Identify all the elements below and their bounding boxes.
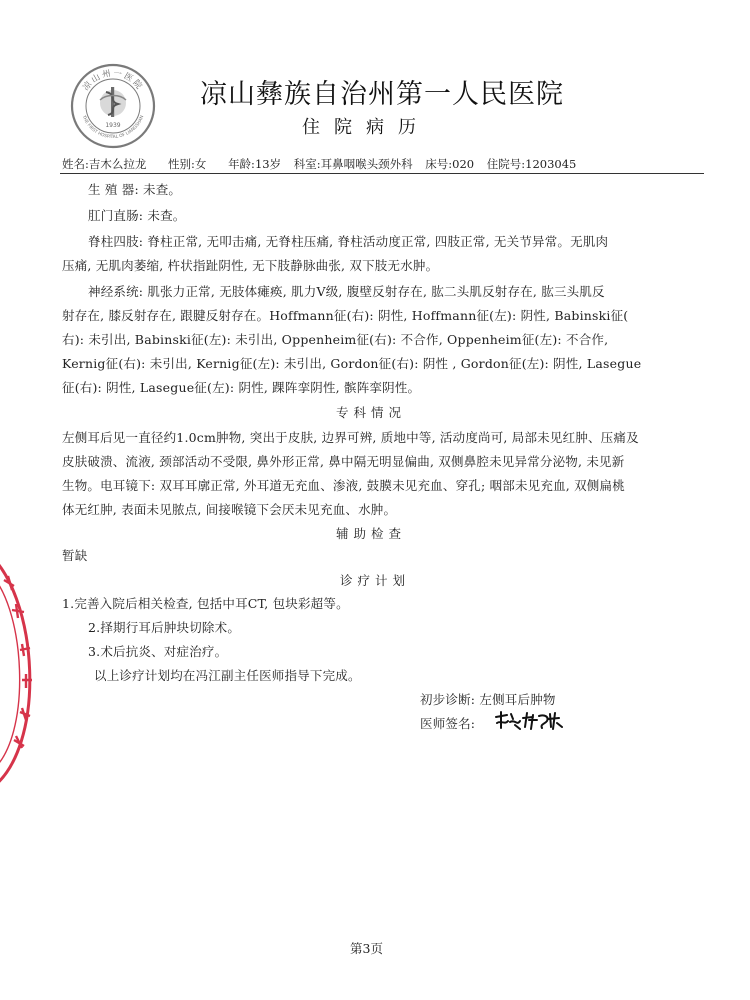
plan-item-3: 3.术后抗炎、对症治疗。 xyxy=(88,644,228,659)
patient-dept: 耳鼻咽喉头颈外科 xyxy=(320,157,413,171)
handwritten-signature-icon xyxy=(493,709,565,731)
specialty-line-2: 皮肤破溃、流液, 颈部活动不受限, 鼻外形正常, 鼻中隔无明显偏曲, 双侧鼻腔未见异常分泌物, 未见新 xyxy=(62,454,625,469)
plan-item-2: 2.择期行耳后肿块切除术。 xyxy=(88,620,241,635)
diagnosis-label: 初步诊断: xyxy=(420,692,476,707)
exam-neuro-5: 征(右): 阴性, Lasegue征(左): 阴性, 踝阵挛阴性, 髌阵挛阴性。 xyxy=(62,380,421,395)
logo-year: 1939 xyxy=(105,122,121,129)
document-type-title: 住院病历 xyxy=(302,117,430,138)
patient-name: 吉木么拉龙 xyxy=(88,157,147,171)
patient-admission-no: 1203045 xyxy=(525,157,577,171)
diagnosis-value: 左侧耳后肿物 xyxy=(479,692,556,707)
header-divider xyxy=(60,173,704,174)
plan-item-1: 1.完善入院后相关检查, 包括中耳CT, 包块彩超等。 xyxy=(62,596,349,611)
exam-neuro-4: Kernig征(右): 未引出, Kernig征(左): 未引出, Gordon征(右): 阴性 , Gordon征(左): 阴性, Lasegue xyxy=(62,356,642,371)
exam-spine-2: 压痛, 无肌肉萎缩, 杵状指趾阴性, 无下肢静脉曲张, 双下肢无水肿。 xyxy=(62,258,439,273)
exam-neuro-2: 射存在, 膝反射存在, 跟腱反射存在。Hoffmann征(右): 阴性, Hoffmann征(左): 阴性, Babinski征( xyxy=(62,308,629,323)
logo-text-top: 凉山州一医院 xyxy=(81,68,145,93)
exam-anus: 肛门直肠: 未查。 xyxy=(88,208,186,223)
specialty-line-3: 生物。电耳镜下: 双耳耳廓正常, 外耳道无充血、渗液, 鼓膜未见充血、穿孔; 咽部未见充血, 双侧扁桃 xyxy=(62,478,625,493)
admission-label: 住院号: xyxy=(486,157,526,171)
sex-label: 性别: xyxy=(168,157,195,171)
logo-text-bottom: THE FIRST HOSPITAL OF LIANGSHAN xyxy=(80,114,146,141)
red-stamp-icon xyxy=(0,540,54,800)
hospital-name: 凉山彝族自治州第一人民医院 xyxy=(200,79,564,110)
page-number: 第3页 xyxy=(350,941,383,956)
name-label: 姓名: xyxy=(62,157,89,171)
diagnosis xyxy=(420,690,556,708)
dept-label: 科室: xyxy=(293,157,321,171)
bed-label: 床号: xyxy=(425,157,453,171)
specialty-line-1: 左侧耳后见一直径约1.0cm肿物, 突出于皮肤, 边界可辨, 质地中等, 活动度尚可, 局部未见红肿、压痛及 xyxy=(62,430,639,445)
auxiliary-content: 暂缺 xyxy=(62,548,88,563)
exam-genitals: 生 殖 器: 未查。 xyxy=(88,182,182,197)
hospital-logo-icon xyxy=(70,63,156,149)
plan-supervisor-note: 以上诊疗计划均在冯江副主任医师指导下完成。 xyxy=(94,668,361,683)
patient-age: 13岁 xyxy=(254,157,282,171)
patient-info-bar xyxy=(62,156,576,172)
patient-bed: 020 xyxy=(452,157,475,171)
specialty-title: 专科情况 xyxy=(336,405,407,420)
plan-title: 诊疗计划 xyxy=(340,573,411,588)
patient-sex: 女 xyxy=(194,157,207,171)
age-label: 年龄: xyxy=(228,157,255,171)
exam-spine-1: 脊柱四肢: 脊柱正常, 无叩击痛, 无脊柱压痛, 脊柱活动度正常, 四肢正常, 无关节异常。无肌肉 xyxy=(88,234,609,249)
specialty-line-4: 体无红肿, 表面未见脓点, 间接喉镜下会厌未见充血、水肿。 xyxy=(62,502,397,517)
signature-label: 医师签名: xyxy=(420,716,476,731)
auxiliary-title: 辅助检查 xyxy=(336,526,407,541)
exam-neuro-3: 右): 未引出, Babinski征(左): 未引出, Oppenheim征(右): 不合作, Oppenheim征(左): 不合作, xyxy=(62,332,609,347)
exam-neuro-1: 神经系统: 肌张力正常, 无肢体瘫痪, 肌力Ⅴ级, 腹壁反射存在, 肱二头肌反射存在, 肱三头肌反 xyxy=(88,284,605,299)
